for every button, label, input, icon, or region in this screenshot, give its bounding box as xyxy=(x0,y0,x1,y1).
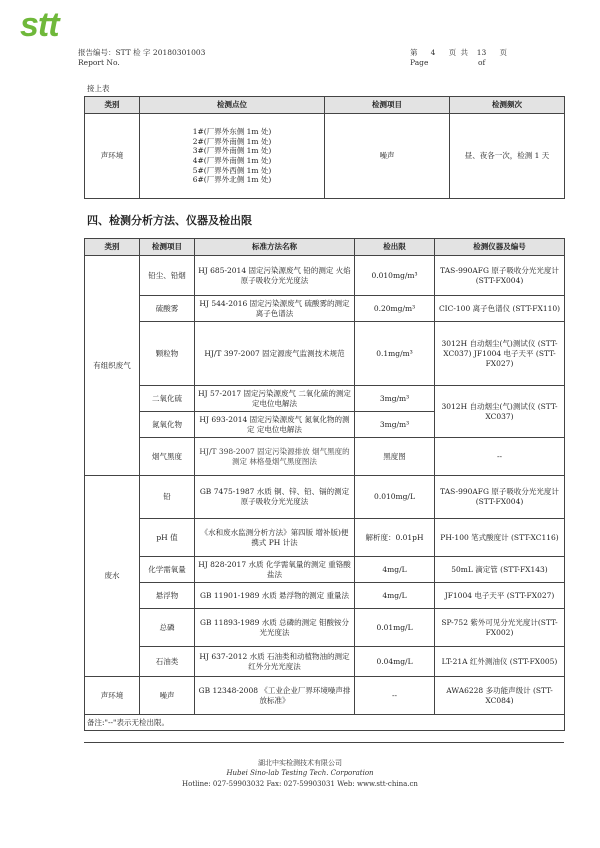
row-limit: 4mg/L xyxy=(355,557,435,583)
table-note: 备注:"--"表示无检出限。 xyxy=(85,715,565,731)
continued-label: 接上表 xyxy=(87,84,110,93)
row-instrument: PH-100 笔式酸度计 (STT-XC116) xyxy=(435,519,565,557)
row-item: 总磷 xyxy=(140,609,195,647)
table-row xyxy=(85,677,565,715)
row-limit: 0.04mg/L xyxy=(355,647,435,677)
row-instrument: TAS-990AFG 原子吸收分光光度计(STT-FX004) xyxy=(435,476,565,519)
page-label: 第 xyxy=(410,48,418,57)
group-water: 废水 xyxy=(85,476,140,677)
t2-header-instrument: 检测仪器及编号 xyxy=(435,239,565,256)
of-label-en: of xyxy=(478,58,486,67)
section-title: 四、检测分析方法、仪器及检出限 xyxy=(87,214,252,227)
row-method: HJ/T 398-2007 固定污染源排放 烟气黑度的测定 林格曼烟气黑度图法 xyxy=(195,438,355,476)
row-instrument: 3012H 自动烟尘(气)测试仪 (STT-XC037) JF1004 电子天平 (STT-FX027) xyxy=(435,322,565,386)
row-limit: 0.010mg/L xyxy=(355,476,435,519)
row-limit: 3mg/m³ xyxy=(355,412,435,438)
row-item: 化学需氧量 xyxy=(140,557,195,583)
row-item: pH 值 xyxy=(140,519,195,557)
footer-company-en: Hubei Sino-lab Testing Tech. Corporation xyxy=(226,769,374,777)
row-method: 《水和废水监测分析方法》第四版 增补版)便携式 PH 计法 xyxy=(195,519,355,557)
row-instrument: AWA6228 多功能声级计 (STT-XC084) xyxy=(435,677,565,715)
row-instrument: 3012H 自动烟尘(气)测试仪 (STT-XC037) xyxy=(435,386,565,438)
t1-frequency: 昼、夜各一次，检测 1 天 xyxy=(450,114,565,199)
report-number-en: Report No. xyxy=(78,58,120,67)
company-logo: stt xyxy=(20,6,59,44)
row-item: 铅 xyxy=(140,476,195,519)
point-item: 6#(厂界外北侧 1m 处) xyxy=(192,175,272,185)
t2-header-category: 类别 xyxy=(85,239,140,256)
row-instrument: LT-21A 红外测油仪 (STT-FX005) xyxy=(435,647,565,677)
table-row xyxy=(85,583,565,609)
page-indicator xyxy=(410,47,507,58)
table-row xyxy=(85,519,565,557)
row-method: HJ 693-2014 固定污染源废气 氮氧化物的测定 定电位电解法 xyxy=(195,412,355,438)
row-limit: 0.1mg/m³ xyxy=(355,322,435,386)
page-mid-label: 页 共 xyxy=(448,48,468,57)
table-row xyxy=(85,296,565,322)
row-limit: 0.010mg/m³ xyxy=(355,256,435,296)
row-limit: -- xyxy=(355,677,435,715)
t1-category: 声环境 xyxy=(85,114,140,199)
table-row xyxy=(85,322,565,386)
point-item: 1#(厂界外东侧 1m 处) xyxy=(192,127,272,137)
row-method: GB 11893-1989 水质 总磷的测定 钼酸铵分光光度法 xyxy=(195,609,355,647)
row-item: 二氧化硫 xyxy=(140,386,195,412)
t1-points xyxy=(140,114,325,199)
table-row xyxy=(85,476,565,519)
row-item: 石油类 xyxy=(140,647,195,677)
report-number xyxy=(78,47,205,58)
point-item: 5#(厂界外西侧 1m 处) xyxy=(192,165,272,175)
t2-header-item: 检测项目 xyxy=(140,239,195,256)
monitoring-points-table xyxy=(84,96,565,199)
row-instrument: TAS-990AFG 原子吸收分光光度计 (STT-FX004) xyxy=(435,256,565,296)
table-row xyxy=(85,609,565,647)
table-row xyxy=(85,647,565,677)
page-end-label: 页 xyxy=(499,48,507,57)
row-instrument: -- xyxy=(435,438,565,476)
point-item: 4#(厂界外南侧 1m 处) xyxy=(192,156,272,165)
t1-item: 噪声 xyxy=(325,114,450,199)
t1-header-frequency: 检测频次 xyxy=(450,97,565,114)
row-method: HJ 544-2016 固定污染源废气 硫酸雾的测定 离子色谱法 xyxy=(195,296,355,322)
row-instrument: CIC-100 离子色谱仪 (STT-FX110) xyxy=(435,296,565,322)
methods-table xyxy=(84,238,565,731)
t2-header-method: 标准方法名称 xyxy=(195,239,355,256)
row-instrument: JF1004 电子天平 (STT-FX027) xyxy=(435,583,565,609)
table-row xyxy=(85,557,565,583)
row-limit: 4mg/L xyxy=(355,583,435,609)
report-number-label: 报告编号： xyxy=(78,48,116,57)
row-limit: 黑度图 xyxy=(355,438,435,476)
row-item: 氮氧化物 xyxy=(140,412,195,438)
t2-header-limit: 检出限 xyxy=(355,239,435,256)
footer-contact: Hotline: 027-59903032 Fax: 027-59903031 Web: www.stt-china.cn xyxy=(182,780,418,788)
row-method: HJ 57-2017 固定污染源废气 二氧化硫的测定 定电位电解法 xyxy=(195,386,355,412)
row-item: 铅尘、铅烟 xyxy=(140,256,195,296)
row-limit: 3mg/m³ xyxy=(355,386,435,412)
row-limit: 0.01mg/L xyxy=(355,609,435,647)
table-row xyxy=(85,715,565,731)
page-number: 4 xyxy=(430,48,436,57)
row-method: HJ/T 397-2007 固定源废气监测技术规范 xyxy=(195,322,355,386)
row-method: GB 7475-1987 水质 铜、锌、铅、镉的测定 原子吸收分光光度法 xyxy=(195,476,355,519)
table-row xyxy=(85,438,565,476)
group-gas: 有组织废气 xyxy=(85,256,140,476)
footer-divider xyxy=(84,742,564,743)
report-number-value: STT 检 字 20180301003 xyxy=(115,48,206,57)
row-method: HJ 685-2014 固定污染源废气 铅的测定 火焰原子吸收分光光度法 xyxy=(195,256,355,296)
row-instrument: SP-752 紫外可见分光光度计(STT-FX002) xyxy=(435,609,565,647)
row-item: 悬浮物 xyxy=(140,583,195,609)
page-total: 13 xyxy=(476,48,487,57)
row-item: 硫酸雾 xyxy=(140,296,195,322)
row-item: 颗粒物 xyxy=(140,322,195,386)
row-method: GB 11901-1989 水质 悬浮物的测定 重量法 xyxy=(195,583,355,609)
row-method: HJ 828-2017 水质 化学需氧量的测定 重铬酸盐法 xyxy=(195,557,355,583)
row-method: GB 12348-2008 《工业企业厂界环境噪声排放标准》 xyxy=(195,677,355,715)
footer-company-cn: 湖北中实检测技术有限公司 xyxy=(258,759,342,767)
row-item: 烟气黑度 xyxy=(140,438,195,476)
row-item: 噪声 xyxy=(140,677,195,715)
table-row xyxy=(85,256,565,296)
point-item: 2#(厂界外南侧 1m 处) xyxy=(192,136,272,146)
point-item: 3#(厂界外南侧 1m 处) xyxy=(192,146,272,156)
table-row xyxy=(85,386,565,412)
t1-header-item: 检测项目 xyxy=(325,97,450,114)
t1-header-point: 检测点位 xyxy=(140,97,325,114)
row-limit: 0.20mg/m³ xyxy=(355,296,435,322)
row-method: HJ 637-2012 水质 石油类和动植物油的测定 红外分光光度法 xyxy=(195,647,355,677)
group-noise: 声环境 xyxy=(85,677,140,715)
row-instrument: 50mL 滴定管 (STT-FX143) xyxy=(435,557,565,583)
page-label-en: Page xyxy=(410,58,429,67)
t1-header-category: 类别 xyxy=(85,97,140,114)
row-limit: 解析度：0.01pH xyxy=(355,519,435,557)
